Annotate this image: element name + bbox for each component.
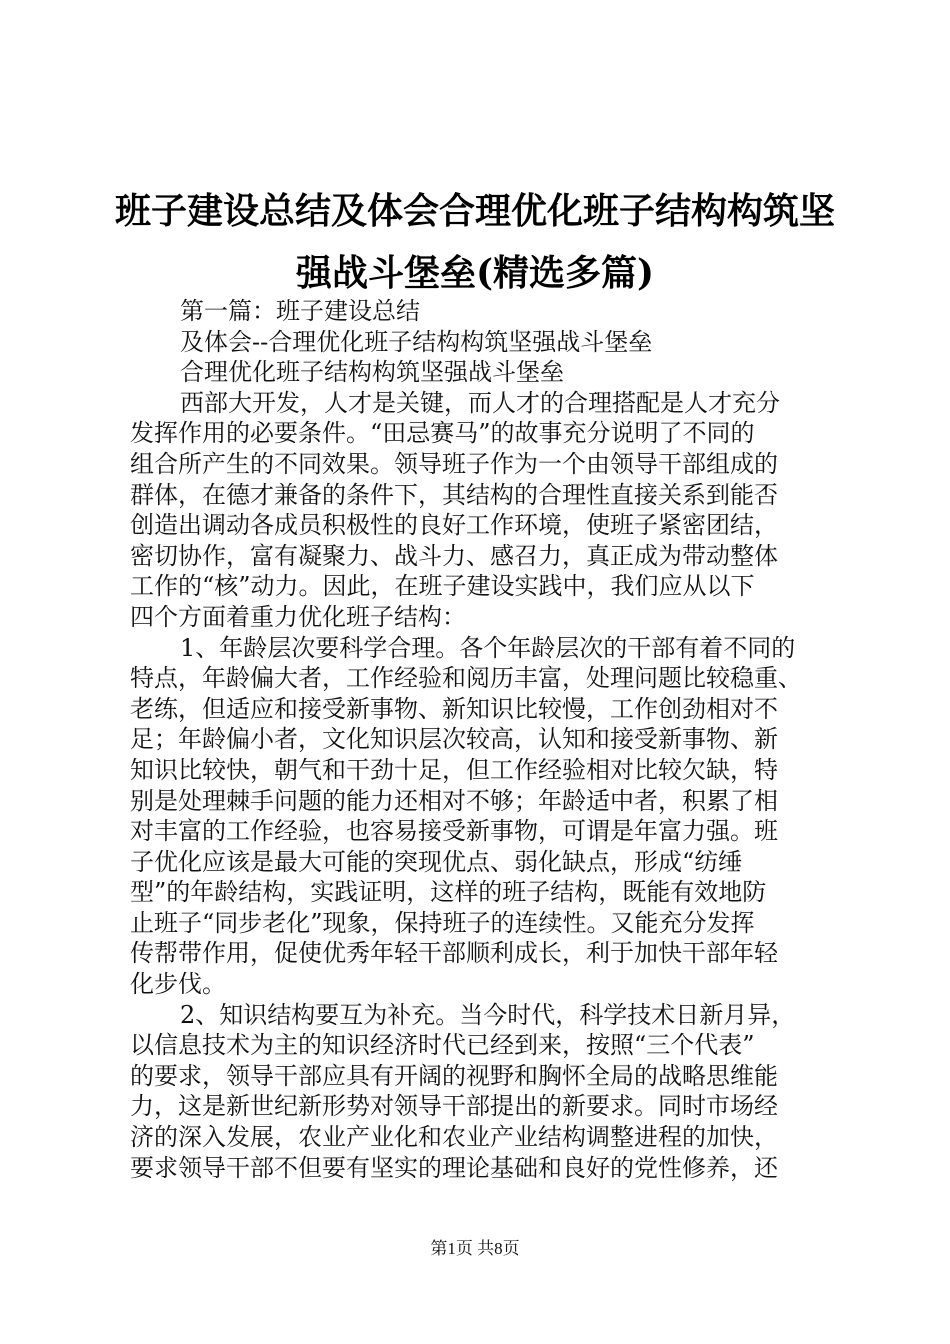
document-title [100, 180, 850, 304]
paragraph-line: 济的深入发展，农业产业化和农业产业结构调整进程的加快， [130, 1123, 778, 1152]
paragraph-line: 1、年龄层次要科学合理。各个年龄层次的干部有着不同的 [180, 633, 796, 662]
paragraph-line: 工作的“核”动力。因此，在班子建设实践中，我们应从以下 [130, 572, 755, 601]
paragraph-line: 发挥作用的必要条件。“田忌赛马”的故事充分说明了不同的 [130, 419, 755, 448]
document-body [130, 296, 850, 1183]
paragraph-line: 特点，年龄偏大者，工作经验和阅历丰富，处理问题比较稳重、 [130, 664, 802, 693]
paragraph-line: 密切协作，富有凝聚力、战斗力、感召力，真正成为带动整体 [130, 541, 778, 570]
paragraph-line: 老练，但适应和接受新事物、新知识比较慢，工作创劲相对不 [130, 694, 778, 723]
section-heading: 及体会--合理优化班子结构构筑坚强战斗堡垒 [180, 327, 653, 356]
title-line: 强战斗堡垒(精选多篇) [295, 252, 655, 294]
paragraph-line: 力，这是新世纪新形势对领导干部提出的新要求。同时市场经 [130, 1092, 778, 1121]
title-line: 班子建设总结及体会合理优化班子结构构筑坚 [114, 190, 835, 232]
paragraph-line: 四个方面着重力优化班子结构： [130, 602, 466, 631]
paragraph-line: 止班子“同步老化”现象，保持班子的连续性。又能充分发挥 [130, 908, 755, 937]
section-heading: 第一篇：班子建设总结 [180, 297, 420, 325]
paragraph-line: 足；年龄偏小者，文化知识层次较高，认知和接受新事物、新 [130, 725, 778, 754]
paragraph-line: 知识比较快，朝气和干劲十足，但工作经验相对比较欠缺，特 [130, 755, 778, 784]
paragraph-line: 别是处理棘手问题的能力还相对不够；年龄适中者，积累了相 [130, 786, 778, 815]
paragraph-line: 型”的年龄结构，实践证明，这样的班子结构，既能有效地防 [130, 878, 767, 907]
paragraph-line: 组合所产生的不同效果。领导班子作为一个由领导干部组成的 [130, 449, 778, 478]
paragraph-line: 子优化应该是最大可能的突现优点、弱化缺点，形成“纺缍 [130, 847, 743, 876]
paragraph-line: 以信息技术为主的知识经济时代已经到来，按照“三个代表” [130, 1031, 755, 1060]
paragraph-line: 传帮带作用，促使优秀年轻干部顺利成长，利于加快干部年轻 [130, 939, 778, 968]
paragraph-line: 的要求，领导干部应具有开阔的视野和胸怀全局的战略思维能 [130, 1061, 778, 1090]
paragraph-line: 化步伐。 [130, 970, 226, 999]
paragraph-line: 对丰富的工作经验，也容易接受新事物，可谓是年富力强。班 [130, 817, 778, 846]
section-subtitle: 合理优化班子结构构筑坚强战斗堡垒 [180, 358, 564, 387]
paragraph-line: 创造出调动各成员积极性的良好工作环境，使班子紧密团结， [130, 511, 778, 540]
paragraph-line: 2、知识结构要互为补充。当今时代，科学技术日新月异， [180, 1000, 796, 1029]
paragraph-line: 要求领导干部不但要有坚实的理论基础和良好的党性修养，还 [130, 1153, 778, 1182]
paragraph-line: 西部大开发，人才是关键，而人才的合理搭配是人才充分 [180, 388, 780, 417]
paragraph-line: 群体，在德才兼备的条件下，其结构的合理性直接关系到能否 [130, 480, 778, 509]
page-number-footer: 第1页 共8页 [430, 1239, 520, 1258]
